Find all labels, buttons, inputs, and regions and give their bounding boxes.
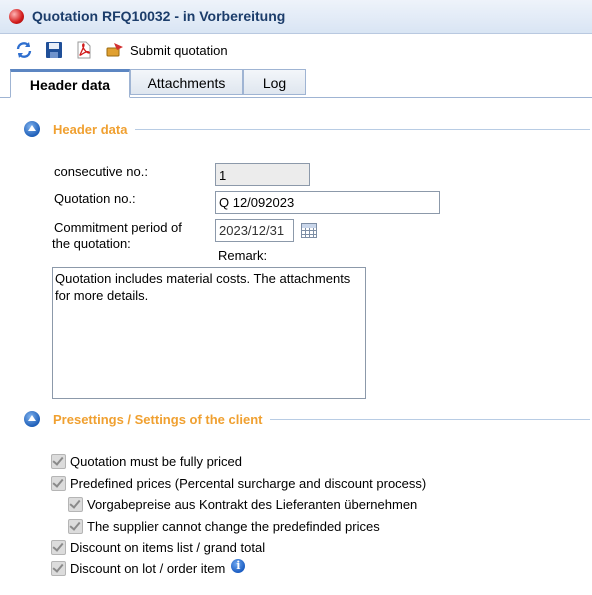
save-icon[interactable]: [45, 41, 63, 59]
remark-textarea[interactable]: [52, 267, 366, 399]
calendar-icon[interactable]: [301, 223, 317, 238]
commitment-period-label-line2: the quotation:: [52, 236, 131, 251]
quotation-no-input[interactable]: Q 12/092023: [215, 191, 440, 214]
option-discount-lot: [51, 559, 245, 577]
remark-label: Remark:: [218, 248, 268, 263]
refresh-icon[interactable]: [15, 41, 33, 59]
option-supplier-cannot-change: [68, 517, 380, 535]
quotation-no-label: Quotation no.:: [54, 191, 136, 206]
pdf-icon[interactable]: [75, 41, 93, 59]
section-divider: [270, 419, 590, 420]
submit-quotation-label: Submit quotation: [130, 42, 228, 58]
predefined-prices-label: Predefined prices (Percental surcharge and discount process): [70, 475, 427, 491]
collapse-presettings-icon[interactable]: [24, 411, 40, 427]
fully-priced-label: Quotation must be fully priced: [70, 453, 242, 469]
commitment-period-date-input[interactable]: 2023/12/31: [215, 219, 294, 242]
predefined-prices-checkbox[interactable]: [51, 476, 66, 491]
collapse-header-data-icon[interactable]: [24, 121, 40, 137]
window-titlebar: [0, 0, 592, 34]
header-data-section-title: Header data: [53, 121, 128, 137]
discount-lot-label: Discount on lot / order item: [70, 560, 226, 576]
option-fully-priced: [51, 452, 242, 470]
tab-log[interactable]: Log: [243, 69, 306, 95]
discount-lot-checkbox[interactable]: [51, 561, 66, 576]
tab-bar: [0, 67, 592, 98]
contract-prices-checkbox[interactable]: [68, 497, 83, 512]
remark-text-line2: for more details.: [55, 288, 149, 303]
contract-prices-label: Vorgabepreise aus Kontrakt des Lieferanten übernehmen: [87, 496, 418, 512]
commitment-period-label-line1: Commitment period of: [54, 220, 182, 235]
toolbar: [0, 34, 592, 66]
discount-items-list-label: Discount on items list / grand total: [70, 539, 266, 555]
supplier-cannot-change-checkbox[interactable]: [68, 519, 83, 534]
fully-priced-checkbox[interactable]: [51, 454, 66, 469]
submit-quotation-button[interactable]: [106, 41, 228, 59]
presettings-section-title: Presettings / Settings of the client: [53, 411, 263, 427]
tab-attachments[interactable]: Attachments: [130, 69, 243, 95]
consecutive-no-label: consecutive no.:: [54, 164, 148, 179]
section-divider: [135, 129, 590, 130]
header-data-section-header: [24, 119, 592, 139]
presettings-section-header: [24, 409, 592, 429]
consecutive-no-field: 1: [215, 163, 310, 186]
option-discount-items-list: [51, 538, 265, 556]
window-title: Quotation RFQ10032 - in Vorbereitung: [32, 8, 286, 24]
supplier-cannot-change-label: The supplier cannot change the predefinded prices: [87, 518, 380, 534]
option-contract-prices: [68, 495, 417, 513]
option-predefined-prices: [51, 474, 426, 492]
discount-items-list-checkbox[interactable]: [51, 540, 66, 555]
submit-icon: [106, 42, 124, 58]
app-logo-icon: [9, 9, 24, 24]
tab-header-data[interactable]: Header data: [10, 69, 130, 98]
info-icon[interactable]: i: [231, 559, 245, 573]
remark-text-line1: Quotation includes material costs. The attachments: [55, 271, 351, 286]
